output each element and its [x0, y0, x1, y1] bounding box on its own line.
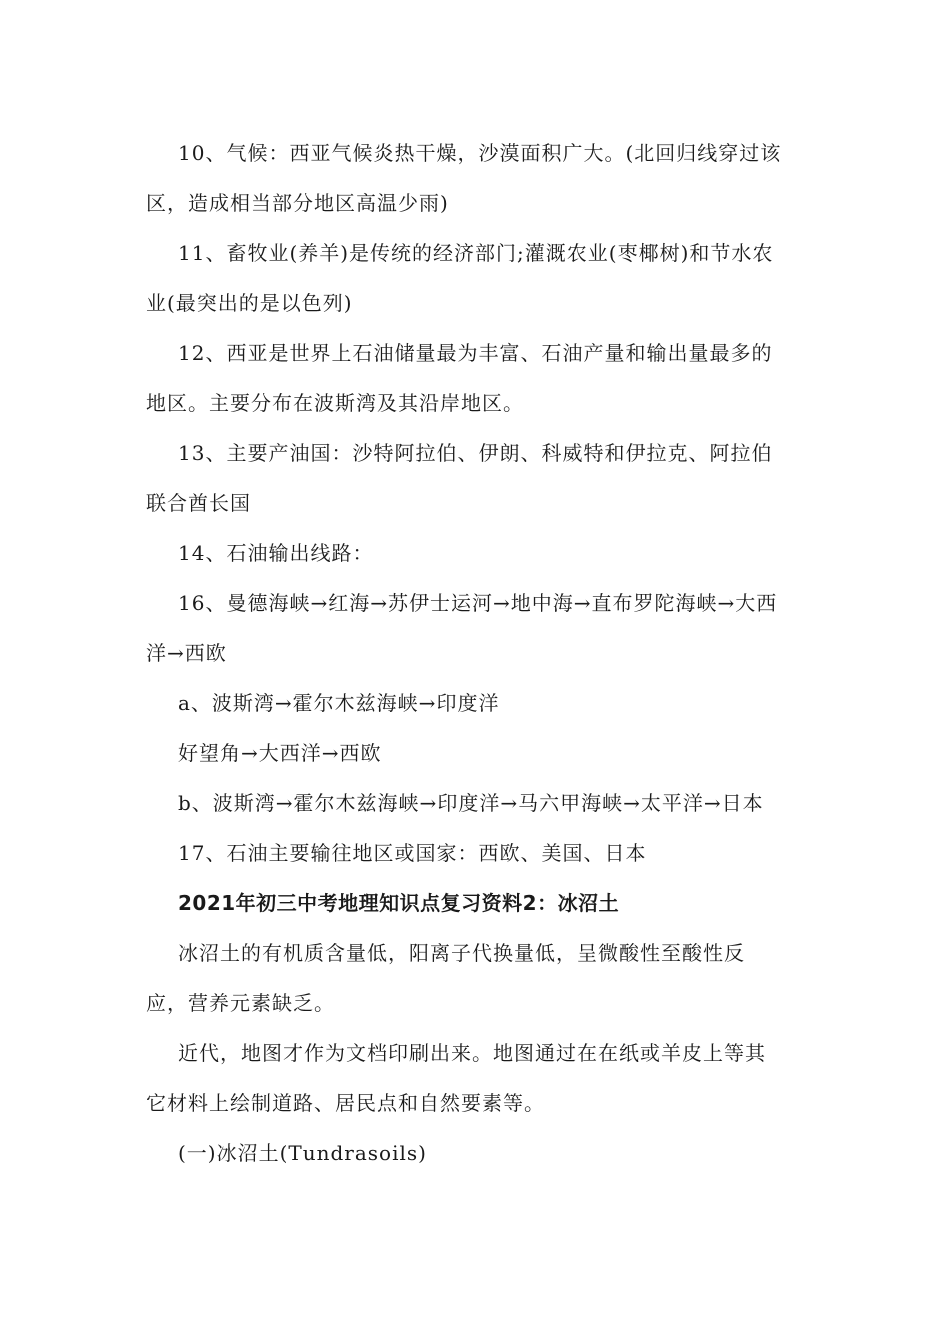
paragraph-tundra-title: (一)冰沼土(Tundrasoils) — [178, 1141, 427, 1165]
paragraph-route-cape: 好望角→大西洋→西欧 — [178, 741, 382, 765]
paragraph-oil-reserves: 12、西亚是世界上石油储量最为丰富、石油产量和输出量最多的地区。主要分布在波斯湾及其沿岸地区。 — [146, 341, 773, 415]
paragraph-oil-destinations: 17、石油主要输往地区或国家：西欧、美国、日本 — [178, 841, 647, 865]
paragraph-animal-husbandry: 11、畜牧业(养羊)是传统的经济部门;灌溉农业(枣椰树)和节水农业(最突出的是以色列) — [146, 241, 774, 315]
paragraph-route-suez: 16、曼德海峡→红海→苏伊士运河→地中海→直布罗陀海峡→大西洋→西欧 — [146, 591, 778, 665]
paragraph-maps: 近代，地图才作为文档印刷出来。地图通过在在纸或羊皮上等其它材料上绘制道路、居民点和自然要素等。 — [146, 1041, 766, 1115]
section-heading: 2021年初三中考地理知识点复习资料2：冰沼土 — [178, 891, 620, 915]
paragraph-oil-routes: 14、石油输出线路： — [178, 541, 374, 565]
paragraph-climate: 10、气候：西亚气候炎热干燥，沙漠面积广大。(北回归线穿过该区，造成相当部分地区高温少雨) — [146, 141, 782, 215]
paragraph-oil-countries: 13、主要产油国：沙特阿拉伯、伊朗、科威特和伊拉克、阿拉伯联合酋长国 — [146, 441, 773, 515]
paragraph-tundra-soil: 冰沼土的有机质含量低，阳离子代换量低，呈微酸性至酸性反应，营养元素缺乏。 — [146, 941, 745, 1015]
paragraph-route-b: b、波斯湾→霍尔木兹海峡→印度洋→马六甲海峡→太平洋→日本 — [178, 791, 764, 815]
document-body — [146, 128, 786, 1178]
paragraph-route-a: a、波斯湾→霍尔木兹海峡→印度洋 — [178, 691, 500, 715]
